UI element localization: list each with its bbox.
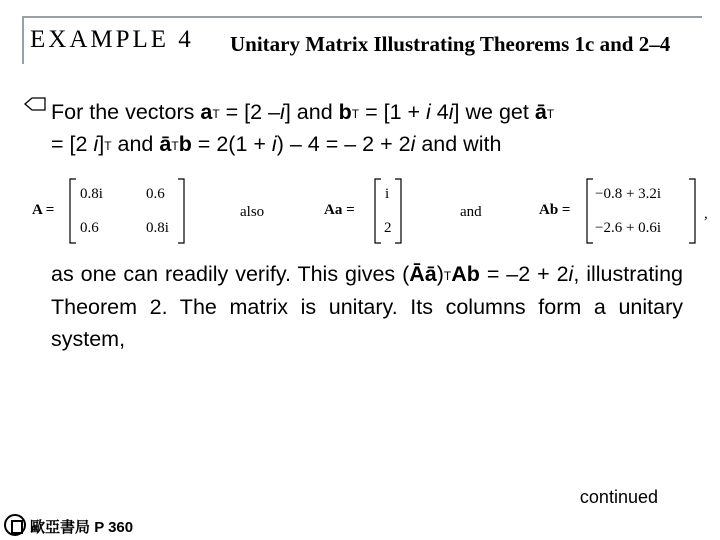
matrix-Aa-cell: 2 (384, 220, 392, 236)
heading-side-rule (22, 16, 24, 64)
publisher-name: 歐亞書局 (30, 519, 91, 536)
matrix-Aa-label: Aa = (324, 202, 355, 218)
page-number: P 360 (94, 519, 134, 536)
example-label: EXAMPLE 4 (30, 26, 194, 53)
matrix-Ab-label: Ab = (539, 202, 571, 218)
matrix-equations (30, 176, 720, 248)
intro-paragraph: For the vectors $a^T = [2$ –i] and $b^T = [1 + i$ 4i] we get $ā^T$ = [2 i]$^T$ and $ā^Tb = 2(1 + i) - 4$ = – 2 + 2i and with (51, 100, 555, 156)
footer-text (30, 516, 133, 537)
conclusion-paragraph: as one can readily verify. This gives (Āā)$^T$Ab = –2 + 2i, illustrating Theorem 2. The matrix is unitary. Its columns form a unitary system, (51, 262, 683, 351)
matrix-A-cell: 0.8i (146, 220, 169, 236)
and-word: and (460, 204, 482, 220)
continued-label: continued (579, 487, 658, 507)
matrix-A-cell: 0.6 (80, 220, 99, 236)
also-word: also (240, 204, 265, 220)
matrix-A-cell: 0.8i (80, 186, 103, 202)
matrix-Ab-cell: −2.6 + 0.6i (595, 220, 662, 236)
bullet-arrow-icon (24, 97, 46, 111)
publisher-logo-icon (4, 514, 26, 536)
matrix-trailing-comma: , (704, 206, 708, 222)
matrix-Aa-cell: i (385, 186, 390, 202)
matrix-Ab-cell: −0.8 + 3.2i (595, 186, 662, 202)
heading-rule (22, 16, 702, 18)
matrix-A-cell: 0.6 (146, 186, 165, 202)
matrix-A-label: A = (32, 202, 55, 218)
example-title: Unitary Matrix Illustrating Theorems 1c and 2–4 (230, 32, 671, 56)
